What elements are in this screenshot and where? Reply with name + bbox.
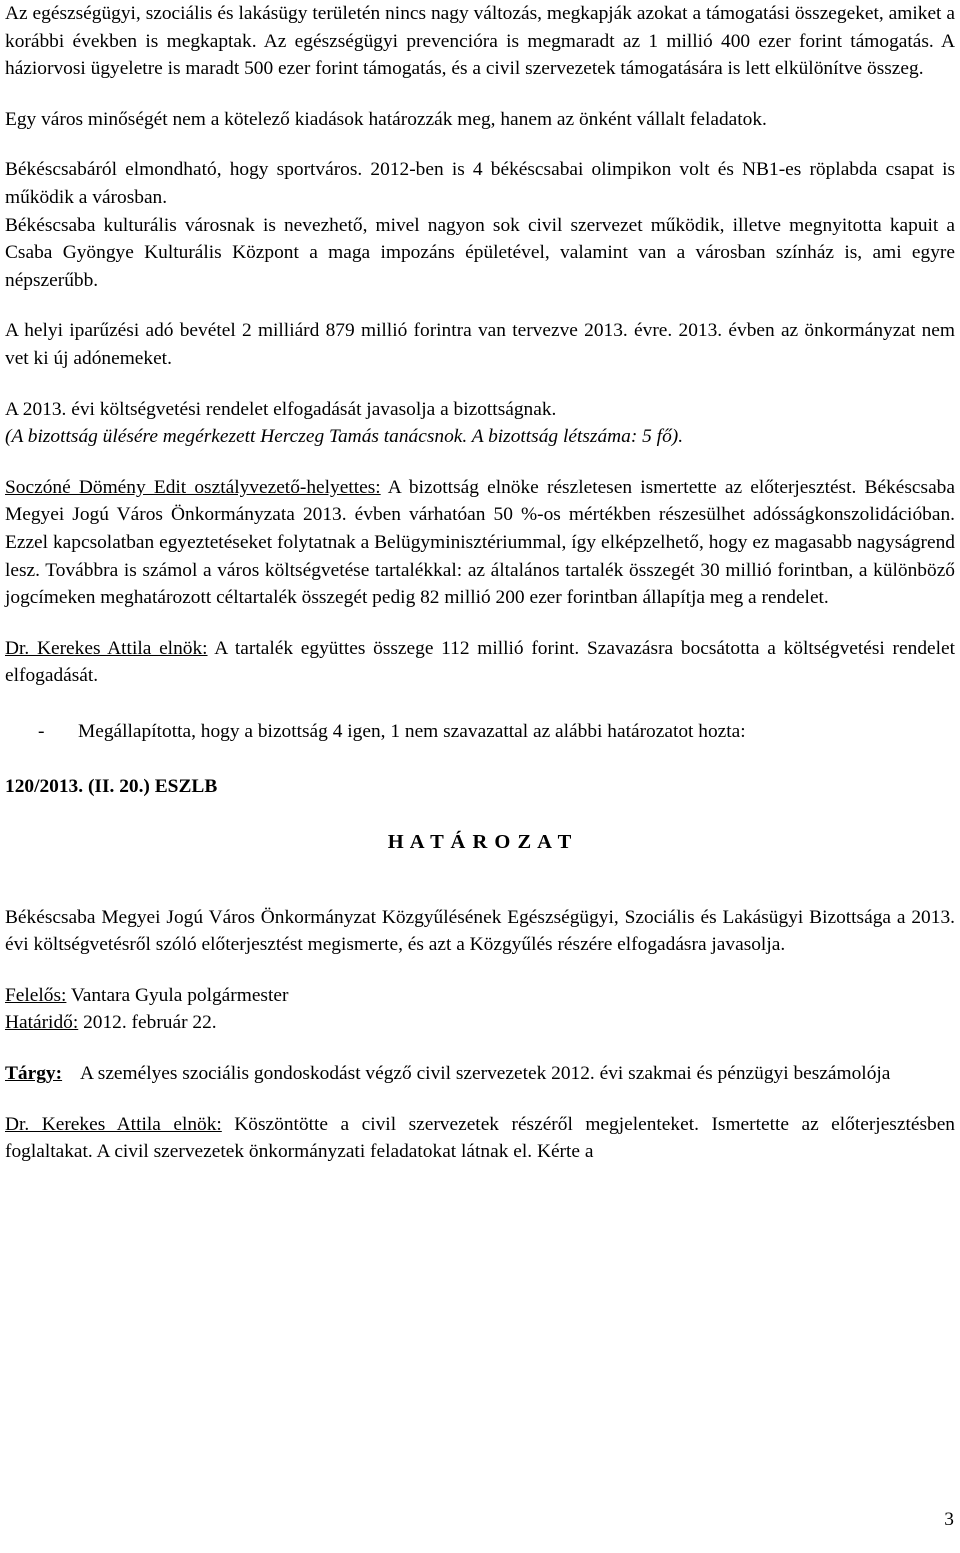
paragraph-deputy-head-statement bbox=[5, 474, 955, 612]
deadline-label: Határidő: bbox=[5, 1012, 79, 1034]
responsible-label: Felelős: bbox=[5, 984, 67, 1006]
speaker-name: Soczóné Dömény Edit osztályvezető-helyettes: bbox=[5, 476, 381, 498]
paragraph-local-tax: A helyi iparűzési adó bevétel 2 milliárd 879 millió forintra van tervezve 2013. évre. 2013. évben az önkormányzat nem vet ki új adónemeket. bbox=[5, 320, 955, 369]
paragraph-closing-statement bbox=[5, 1111, 955, 1166]
vote-result-line bbox=[5, 718, 955, 746]
deadline-line bbox=[5, 1009, 955, 1037]
speaker-name: Dr. Kerekes Attila elnök: bbox=[5, 637, 208, 659]
document-page bbox=[5, 0, 955, 1166]
paragraph-attendance-note: (A bizottság ülésére megérkezett Herczeg Tamás tanácsnok. A bizottság létszáma: 5 fő). bbox=[5, 426, 684, 448]
resolution-heading: H A T Á R O Z A T bbox=[387, 831, 573, 854]
subject-label: Tárgy: bbox=[5, 1063, 63, 1085]
page-number: 3 bbox=[944, 1509, 954, 1530]
paragraph-sports-city: Békéscsabáról elmondható, hogy sportváros. 2012-ben is 4 békéscsabai olimpikon volt és NB1-es röplabda csapat is működik a városban. bbox=[5, 159, 955, 208]
paragraph-cultural-city: Békéscsaba kulturális városnak is nevezhető, mivel nagyon sok civil szervezet működik, illetve megnyitotta kapuit a Csaba Gyöngye Kulturális Központ a maga impozáns épületével, valamint van a városban színház is, ami egyre népszerűbb. bbox=[5, 214, 955, 291]
paragraph-budget-proposal: A 2013. évi költségvetési rendelet elfogadását javasolja a bizottságnak. bbox=[5, 398, 557, 420]
statement-text: Köszöntötte a civil szervezetek részéről megjelenteket. Ismertette az előterjesztésben foglaltakat. A civil szervezetek önkormányzati feladatokat látnak el. Kérte a bbox=[5, 1113, 955, 1163]
vote-result-text: Megállapította, hogy a bizottság 4 igen, 1 nem szavazattal az alábbi határozatot hozta: bbox=[78, 720, 746, 742]
paragraph-chair-statement bbox=[5, 635, 955, 690]
speaker-name: Dr. Kerekes Attila elnök: bbox=[5, 1113, 222, 1135]
resolution-number: 120/2013. (II. 20.) ESZLB bbox=[5, 776, 218, 798]
responsible-line bbox=[5, 982, 955, 1010]
deadline-value: 2012. február 22. bbox=[78, 1012, 217, 1034]
responsible-value: Vantara Gyula polgármester bbox=[66, 984, 289, 1006]
statement-text: A bizottság elnöke részletesen ismertette az előterjesztést. Békéscsaba Megyei Jogú Város Önkormányzata 2013. évben várhatóan 50 %-os mértékben részesülhet adósságkonszolidációban. Ezzel kapcsolatban egyeztetéseket folytatnak a Belügyminisztériummal, így elképzelhető, hogy ez magasabb nagyságrend lesz. Továbbra is számol a város költségvetése tartalékkal: az általános tartalék összegét 30 millió forintban, a különböző jogcímeken meghatározott céltartalék összegét pedig 82 millió 200 ezer forintban állapítja meg a rendelet. bbox=[5, 476, 955, 609]
list-dash: - bbox=[38, 720, 45, 742]
paragraph-health-social: Az egészségügyi, szociális és lakásügy területén nincs nagy változás, megkapják azokat a támogatási összegeket, amiket a korábbi években is megkaptak. Az egészségügyi prevencióra is megmaradt az 1 millió 400 ezer forint támogatás. A háziorvosi ügyeletre is maradt 500 ezer forint támogatás, és a civil szervezetek támogatására is lett elkülönítve összeg. bbox=[5, 3, 955, 80]
subject-text: A személyes szociális gondoskodást végző civil szervezetek 2012. évi szakmai és pénzügyi beszámolója bbox=[80, 1063, 891, 1085]
agenda-subject bbox=[5, 1060, 955, 1088]
statement-text: A tartalék együttes összege 112 millió forint. Szavazásra bocsátotta a költségvetési rendelet elfogadását. bbox=[5, 637, 955, 687]
paragraph-city-quality: Egy város minőségét nem a kötelező kiadások határozzák meg, hanem az önként vállalt feladatok. bbox=[5, 108, 767, 130]
resolution-text: Békéscsaba Megyei Jogú Város Önkormányzat Közgyűlésének Egészségügyi, Szociális és Lakásügyi Bizottsága a 2013. évi költségvetésről szóló előterjesztést megismerte, és azt a Közgyűlés részére elfogadásra javasolja. bbox=[5, 906, 955, 956]
